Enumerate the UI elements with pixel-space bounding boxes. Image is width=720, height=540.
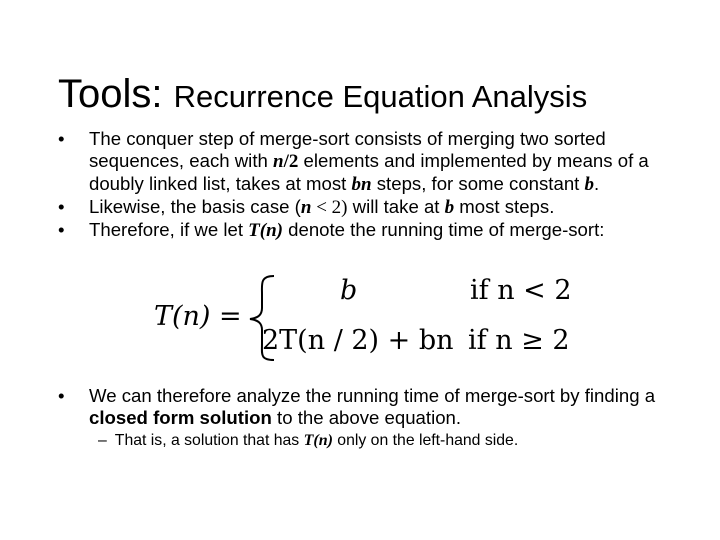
- sub-bullet-math: T(n): [303, 432, 333, 449]
- bullet-2-part-2: denote the running time of merge-sort:: [282, 219, 605, 240]
- bullet-1-part-2: < 2): [311, 197, 348, 218]
- bullet2-bold: closed form solution: [89, 407, 272, 428]
- bullet-item-running-time: [58, 219, 698, 242]
- equation-case1-cond: if n < 2: [470, 275, 572, 306]
- bullet-dot: •: [58, 196, 65, 217]
- bullet-1-part-4: b: [444, 197, 455, 218]
- title-main: Tools:: [58, 72, 163, 116]
- sub-bullet-before: That is, a solution that has: [114, 432, 304, 449]
- bullet-1-part-1: n: [300, 197, 312, 218]
- sub-bullet-item: [98, 431, 518, 451]
- equation-lhs: T(n) =: [154, 301, 242, 332]
- equation-case2-cond: if n ≥ 2: [468, 325, 570, 356]
- sub-bullet-dash: –: [98, 432, 107, 449]
- bullet-0-part-2: /2: [283, 151, 299, 172]
- bullet-text-1: [89, 196, 554, 217]
- bullet-0-part-6: b: [584, 174, 594, 195]
- bullet-text-2: [89, 219, 604, 240]
- bullet-0-part-5: steps, for some constant: [371, 173, 585, 194]
- bullet-0-part-4: bn: [351, 174, 372, 195]
- bullet-0-part-7: .: [594, 173, 600, 194]
- bullet-item-basis-case: [58, 196, 698, 219]
- bullet-text-0: [89, 128, 649, 194]
- equation-case2-expr: 2T(n / 2) + bn: [262, 325, 454, 356]
- bullet-2-part-1: T(n): [248, 220, 283, 241]
- bullet-0-part-1: n: [273, 151, 284, 172]
- sub-bullet-after: only on the left-hand side.: [332, 432, 519, 449]
- equation-case1-expr: b: [340, 275, 358, 306]
- bullet-0-part-0: The conquer step of merge-sort consists of merging two sorted sequences, each with: [89, 128, 606, 171]
- bullet2-before: We can therefore analyze the running time of merge-sort by finding a: [89, 385, 656, 406]
- bullet-1-part-5: most steps.: [454, 196, 555, 217]
- bullet-0-part-3: elements and implemented by means of a doubly linked list, takes at most: [89, 150, 649, 194]
- recurrence-equation: [150, 268, 580, 368]
- bullet-1-part-0: Likewise, the basis case (: [89, 196, 301, 217]
- bullet-item-merge-step: [58, 128, 698, 196]
- bullet2-after: to the above equation.: [271, 407, 462, 428]
- bullet-dot: •: [58, 385, 65, 406]
- title-subtitle: Recurrence Equation Analysis: [173, 79, 588, 114]
- bullet-list: [58, 128, 698, 242]
- bullet-1-part-3: will take at: [347, 196, 445, 217]
- bullet-closed-form-text: [58, 385, 698, 429]
- bullet-dot: •: [58, 219, 65, 240]
- bullet-2-part-0: Therefore, if we let: [89, 219, 249, 240]
- bullet-item-closed-form: [58, 385, 698, 429]
- bullet-dot: •: [58, 128, 65, 149]
- slide-title: [58, 68, 587, 123]
